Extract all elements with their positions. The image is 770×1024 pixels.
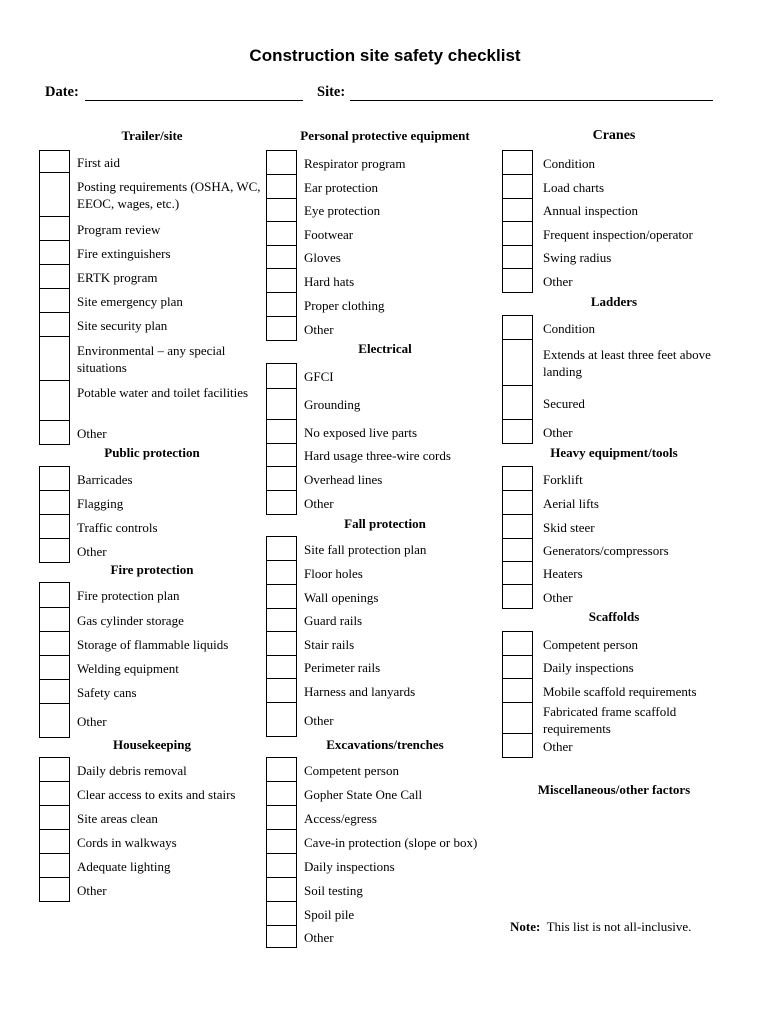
checkbox-load-charts[interactable]	[502, 174, 533, 199]
item-label-program-review: Program review	[77, 221, 161, 237]
checkbox-other[interactable]	[266, 702, 297, 737]
item-label-site-areas-clean: Site areas clean	[77, 810, 158, 826]
item-label-gfci: GFCI	[304, 369, 334, 384]
item-label-first-aid: First aid	[77, 154, 120, 170]
checkbox-daily-inspections[interactable]	[502, 655, 533, 679]
checkbox-ertk-program[interactable]	[39, 264, 70, 289]
item-label-access-egress: Access/egress	[304, 810, 377, 826]
section-heading-heavy-equipment-tools: Heavy equipment/tools	[550, 445, 678, 460]
checkbox-gopher-state-one-call[interactable]	[266, 781, 297, 806]
item-label-annual-inspection: Annual inspection	[543, 203, 638, 218]
checkbox-barricades[interactable]	[39, 466, 70, 491]
checkbox-access-egress[interactable]	[266, 805, 297, 830]
checkbox-annual-inspection[interactable]	[502, 198, 533, 222]
item-label-respirator-program: Respirator program	[304, 155, 406, 171]
item-label-traffic-controls: Traffic controls	[77, 519, 158, 535]
checkbox-overhead-lines[interactable]	[266, 466, 297, 491]
item-label-stair-rails: Stair rails	[304, 636, 355, 652]
checkbox-program-review[interactable]	[39, 216, 70, 241]
checkbox-no-exposed-live-parts[interactable]	[266, 419, 297, 444]
checkbox-site-fall-protection-plan[interactable]	[266, 536, 297, 561]
item-label-gopher-state-one-call: Gopher State One Call	[304, 786, 423, 802]
item-label-daily-inspections: Daily inspections	[543, 660, 634, 675]
section-heading-public-protection: Public protection	[104, 445, 200, 460]
item-label-soil-testing: Soil testing	[304, 882, 363, 898]
checkbox-frequent-inspection-operator[interactable]	[502, 221, 533, 246]
item-label-other: Other	[304, 321, 334, 337]
item-label-welding-equipment: Welding equipment	[77, 660, 179, 676]
item-label-grounding: Grounding	[304, 397, 361, 412]
checkbox-swing-radius[interactable]	[502, 245, 533, 269]
checkbox-potable-water-and-toilet-facilities[interactable]	[39, 380, 70, 421]
item-label-gloves: Gloves	[304, 250, 341, 265]
checkbox-proper-clothing[interactable]	[266, 292, 297, 317]
item-label-forklift: Forklift	[543, 471, 583, 487]
item-label-perimeter-rails: Perimeter rails	[304, 660, 381, 675]
site-label: Site:	[317, 84, 346, 100]
checkbox-skid-steer[interactable]	[502, 514, 533, 539]
checkbox-other[interactable]	[39, 420, 70, 445]
item-label-other: Other	[543, 424, 573, 440]
checkbox-footwear[interactable]	[266, 221, 297, 246]
item-label-clear-access-to-exits-and-stairs: Clear access to exits and stairs	[77, 786, 236, 802]
note-label: Note:	[510, 919, 541, 934]
item-label-other: Other	[543, 273, 573, 289]
item-label-daily-debris-removal: Daily debris removal	[77, 762, 187, 778]
item-label-aerial-lifts: Aerial lifts	[543, 495, 599, 511]
misc-heading: Miscellaneous/other factors	[537, 782, 691, 797]
checkbox-cave-in-protection-slope-or-box[interactable]	[266, 829, 297, 854]
item-label-storage-of-flammable-liquids: Storage of flammable liquids	[77, 636, 229, 652]
checkbox-traffic-controls[interactable]	[39, 514, 70, 539]
item-label-fire-protection-plan: Fire protection plan	[77, 588, 180, 603]
item-label-condition: Condition	[543, 155, 596, 171]
checkbox-welding-equipment[interactable]	[39, 655, 70, 680]
item-label-hard-hats: Hard hats	[304, 273, 355, 289]
checkbox-fabricated-frame-scaffold-requirements[interactable]	[502, 702, 533, 735]
item-label-heaters: Heaters	[543, 566, 583, 581]
checkbox-generators-compressors[interactable]	[502, 538, 533, 562]
item-label-condition: Condition	[543, 320, 596, 336]
checkbox-grounding[interactable]	[266, 388, 297, 420]
checkbox-harness-and-lanyards[interactable]	[266, 678, 297, 703]
section-heading-housekeeping: Housekeeping	[112, 737, 191, 752]
date-label: Date:	[45, 84, 79, 100]
item-label-site-emergency-plan: Site emergency plan	[77, 293, 183, 309]
checkbox-clear-access-to-exits-and-stairs[interactable]	[39, 781, 70, 806]
item-label-safety-cans: Safety cans	[77, 684, 137, 700]
item-label-other: Other	[304, 929, 334, 945]
section-heading-personal-protective-equipment: Personal protective equipment	[300, 128, 470, 143]
item-label-other: Other	[304, 712, 334, 728]
checkbox-fire-protection-plan[interactable]	[39, 582, 70, 608]
item-label-environmental-any-special-situations: Environmental – any special situations	[77, 343, 226, 375]
item-label-other: Other	[77, 543, 107, 559]
section-heading-fire-protection: Fire protection	[110, 562, 194, 577]
item-label-cave-in-protection-slope-or-box: Cave-in protection (slope or box)	[304, 834, 478, 850]
checkbox-adequate-lighting[interactable]	[39, 853, 70, 878]
checkbox-eye-protection[interactable]	[266, 198, 297, 222]
item-label-daily-inspections: Daily inspections	[304, 858, 395, 874]
checkbox-mobile-scaffold-requirements[interactable]	[502, 678, 533, 703]
item-label-other: Other	[304, 495, 334, 511]
item-label-other: Other	[543, 589, 573, 605]
checkbox-other[interactable]	[39, 877, 70, 902]
item-label-secured: Secured	[543, 395, 585, 411]
section-heading-scaffolds: Scaffolds	[588, 609, 640, 624]
page-title: Construction site safety checklist	[249, 46, 521, 65]
checkbox-site-emergency-plan[interactable]	[39, 288, 70, 313]
checkbox-flagging[interactable]	[39, 490, 70, 515]
item-label-other: Other	[77, 425, 107, 441]
item-label-mobile-scaffold-requirements: Mobile scaffold requirements	[543, 683, 697, 699]
section-heading-excavations-trenches: Excavations/trenches	[326, 737, 444, 752]
item-label-skid-steer: Skid steer	[543, 519, 595, 535]
item-label-other: Other	[77, 882, 107, 898]
checkbox-first-aid[interactable]	[39, 150, 70, 173]
item-label-flagging: Flagging	[77, 495, 124, 511]
item-label-other: Other	[77, 713, 107, 729]
section-heading-ladders: Ladders	[590, 294, 638, 309]
item-label-extends-at-least-three-feet-above-landing: Extends at least three feet above landing	[543, 347, 711, 379]
note-text: This list is not all-inclusive.	[546, 919, 692, 934]
checkbox-other[interactable]	[502, 733, 533, 758]
checkbox-gas-cylinder-storage[interactable]	[39, 607, 70, 632]
item-label-harness-and-lanyards: Harness and lanyards	[304, 683, 416, 699]
item-label-proper-clothing: Proper clothing	[304, 297, 385, 313]
checkbox-forklift[interactable]	[502, 466, 533, 491]
checkbox-hard-hats[interactable]	[266, 268, 297, 293]
item-label-fabricated-frame-scaffold-requirements: Fabricated frame scaffold requirements	[543, 704, 677, 736]
checkbox-competent-person[interactable]	[266, 757, 297, 782]
checkbox-condition[interactable]	[502, 150, 533, 175]
checkbox-soil-testing[interactable]	[266, 877, 297, 902]
checkbox-posting-requirements-osha-wc-eeoc-wages-etc[interactable]	[39, 172, 70, 217]
section-heading-fall-protection: Fall protection	[344, 516, 426, 531]
item-label-gas-cylinder-storage: Gas cylinder storage	[77, 612, 184, 628]
item-label-spoil-pile: Spoil pile	[304, 906, 355, 922]
checkbox-other[interactable]	[266, 925, 297, 948]
checkbox-aerial-lifts[interactable]	[502, 490, 533, 515]
section-heading-cranes: Cranes	[592, 128, 636, 143]
checkbox-ear-protection[interactable]	[266, 174, 297, 199]
item-label-overhead-lines: Overhead lines	[304, 471, 383, 487]
checkbox-other[interactable]	[502, 419, 533, 444]
checkbox-heaters[interactable]	[502, 561, 533, 585]
checkbox-safety-cans[interactable]	[39, 679, 70, 704]
checkbox-other[interactable]	[502, 268, 533, 293]
item-label-frequent-inspection-operator: Frequent inspection/operator	[543, 226, 693, 242]
item-label-competent-person: Competent person	[304, 762, 399, 778]
item-label-potable-water-and-toilet-facilities: Potable water and toilet facilities	[77, 385, 249, 400]
checkbox-environmental-any-special-situations[interactable]	[39, 336, 70, 381]
checkbox-daily-inspections[interactable]	[266, 853, 297, 878]
section-heading-trailer-site: Trailer/site	[121, 128, 183, 143]
item-label-cords-in-walkways: Cords in walkways	[77, 834, 177, 850]
checkbox-wall-openings[interactable]	[266, 584, 297, 609]
checkbox-storage-of-flammable-liquids[interactable]	[39, 631, 70, 656]
checkbox-respirator-program[interactable]	[266, 150, 297, 175]
checkbox-guard-rails[interactable]	[266, 608, 297, 632]
note	[510, 919, 691, 935]
item-label-wall-openings: Wall openings	[304, 589, 379, 605]
checkbox-floor-holes[interactable]	[266, 560, 297, 585]
checkbox-spoil-pile[interactable]	[266, 901, 297, 926]
item-label-site-security-plan: Site security plan	[77, 317, 168, 333]
item-label-guard-rails: Guard rails	[304, 613, 363, 628]
checkbox-daily-debris-removal[interactable]	[39, 757, 70, 782]
checkbox-gloves[interactable]	[266, 245, 297, 269]
checkbox-extends-at-least-three-feet-above-landing[interactable]	[502, 339, 533, 386]
item-label-ertk-program: ERTK program	[77, 269, 158, 285]
item-label-generators-compressors: Generators/compressors	[543, 543, 669, 558]
item-label-fire-extinguishers: Fire extinguishers	[77, 245, 171, 261]
item-label-load-charts: Load charts	[543, 179, 605, 195]
item-label-site-fall-protection-plan: Site fall protection plan	[304, 541, 427, 557]
item-label-eye-protection: Eye protection	[304, 203, 381, 218]
checkbox-other[interactable]	[502, 584, 533, 609]
item-label-competent-person: Competent person	[543, 636, 638, 652]
checkbox-fire-extinguishers[interactable]	[39, 240, 70, 265]
item-label-adequate-lighting: Adequate lighting	[77, 858, 171, 874]
item-label-other: Other	[543, 738, 573, 754]
checkbox-secured[interactable]	[502, 385, 533, 420]
item-label-hard-usage-three-wire-cords: Hard usage three-wire cords	[304, 448, 451, 463]
checkbox-perimeter-rails[interactable]	[266, 655, 297, 679]
checkbox-condition[interactable]	[502, 315, 533, 340]
checkbox-hard-usage-three-wire-cords[interactable]	[266, 443, 297, 467]
checkbox-other[interactable]	[39, 538, 70, 563]
item-label-ear-protection: Ear protection	[304, 179, 378, 195]
checkbox-other[interactable]	[266, 316, 297, 341]
item-label-footwear: Footwear	[304, 226, 354, 242]
item-label-swing-radius: Swing radius	[543, 250, 612, 265]
checkbox-other[interactable]	[39, 703, 70, 738]
date-field[interactable]	[85, 100, 303, 101]
checkbox-competent-person[interactable]	[502, 631, 533, 656]
checkbox-site-areas-clean[interactable]	[39, 805, 70, 830]
section-heading-electrical: Electrical	[358, 341, 412, 356]
item-label-floor-holes: Floor holes	[304, 565, 363, 581]
item-label-posting-requirements-osha-wc-eeoc-wages-etc: Posting requirements (OSHA, WC, EEOC, wages, etc.)	[77, 179, 261, 211]
checkbox-cords-in-walkways[interactable]	[39, 829, 70, 854]
checkbox-gfci[interactable]	[266, 363, 297, 389]
checkbox-other[interactable]	[266, 490, 297, 515]
checkbox-stair-rails[interactable]	[266, 631, 297, 656]
checkbox-site-security-plan[interactable]	[39, 312, 70, 337]
site-field[interactable]	[350, 100, 713, 101]
item-label-no-exposed-live-parts: No exposed live parts	[304, 424, 418, 440]
item-label-barricades: Barricades	[77, 471, 133, 487]
